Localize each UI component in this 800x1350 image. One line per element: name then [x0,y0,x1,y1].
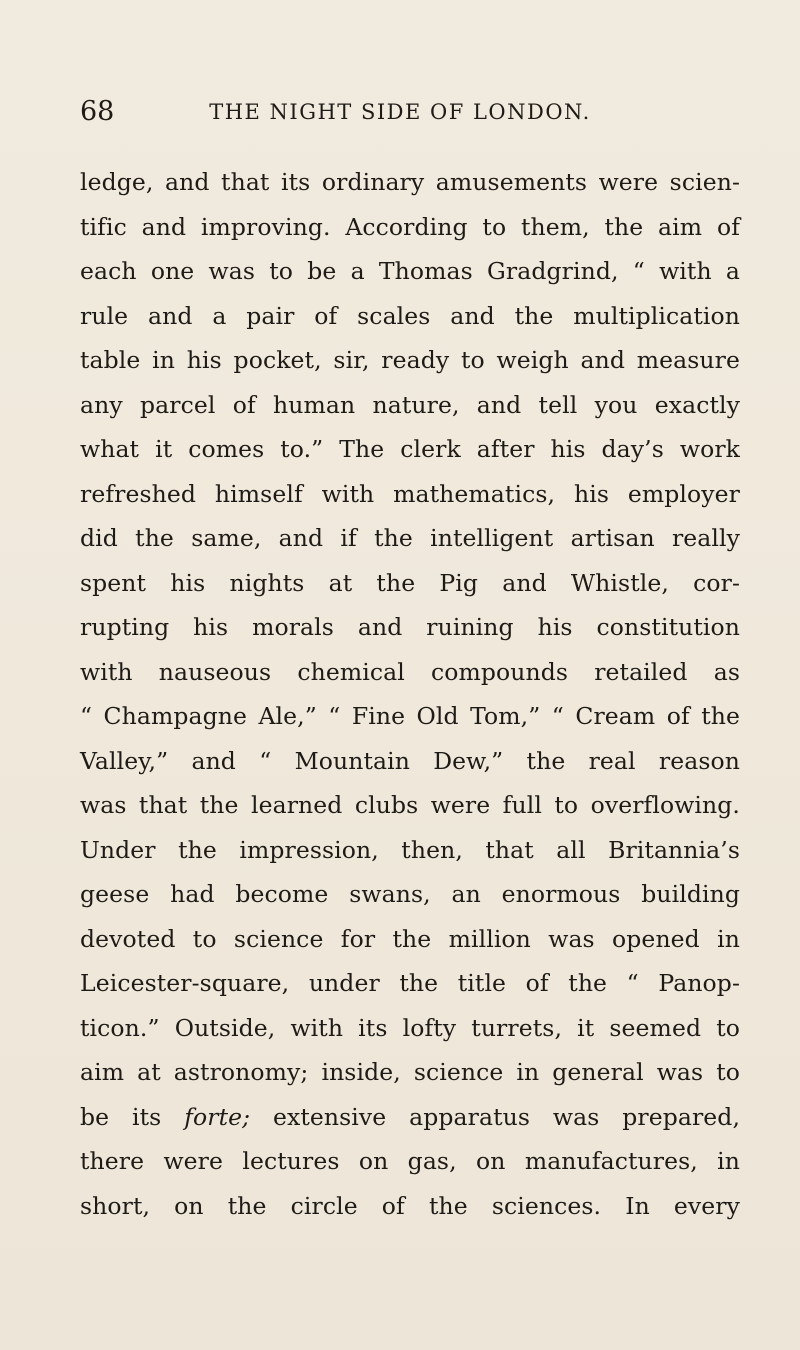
text-line: did the same, and if the intelligent artisan really [80,524,740,552]
text-line-with-italic [80,1095,740,1140]
text-line: was that the learned clubs were full to overflowing. [80,791,740,819]
running-head [80,92,720,132]
text-line: refreshed himself with mathematics, his employer [80,479,740,508]
text-segment: be its [80,1102,162,1131]
text-line: “ Champagne Ale,” “ Fine Old Tom,” “ Cream of the [80,702,740,730]
page-number: 68 [80,96,115,127]
text-line: Leicester-square, under the title of the “ Panop- [80,969,740,997]
text-line: Under the impression, then, that all Britannia’s [80,835,740,864]
text-line: table in his pocket, sir, ready to weigh and measure [80,346,740,374]
running-title: THE NIGHT SIDE OF LONDON. [209,100,591,124]
text-line: each one was to be a Thomas Gradgrind, “ with a [80,257,740,285]
text-line: aim at astronomy; inside, science in general was to [80,1058,740,1086]
text-segment: extensive apparatus was prepared, [273,1102,741,1131]
text-line: what it comes to.” The clerk after his day’s work [80,435,740,463]
text-line: rupting his morals and ruining his constitution [80,613,740,641]
text-line: rule and a pair of scales and the multiplication [80,301,740,330]
text-line: ledge, and that its ordinary amusements were scien- [80,168,740,196]
text-line: with nauseous chemical compounds retailed as [80,657,740,686]
text-line: Valley,” and “ Mountain Dew,” the real reason [80,746,740,775]
text-line: tific and improving. According to them, the aim of [80,212,740,241]
text-line: spent his nights at the Pig and Whistle, cor- [80,568,740,597]
text-line: geese had become swans, an enormous building [80,880,740,908]
text-line: any parcel of human nature, and tell you exactly [80,390,740,419]
text-line: devoted to science for the million was opened in [80,924,740,953]
text-line: ticon.” Outside, with its lofty turrets, it seemed to [80,1013,740,1042]
text-line: short, on the circle of the sciences. In every [80,1191,740,1220]
text-line: there were lectures on gas, on manufactures, in [80,1147,740,1175]
body-text [80,160,740,1228]
italic-word: forte; [184,1102,251,1131]
